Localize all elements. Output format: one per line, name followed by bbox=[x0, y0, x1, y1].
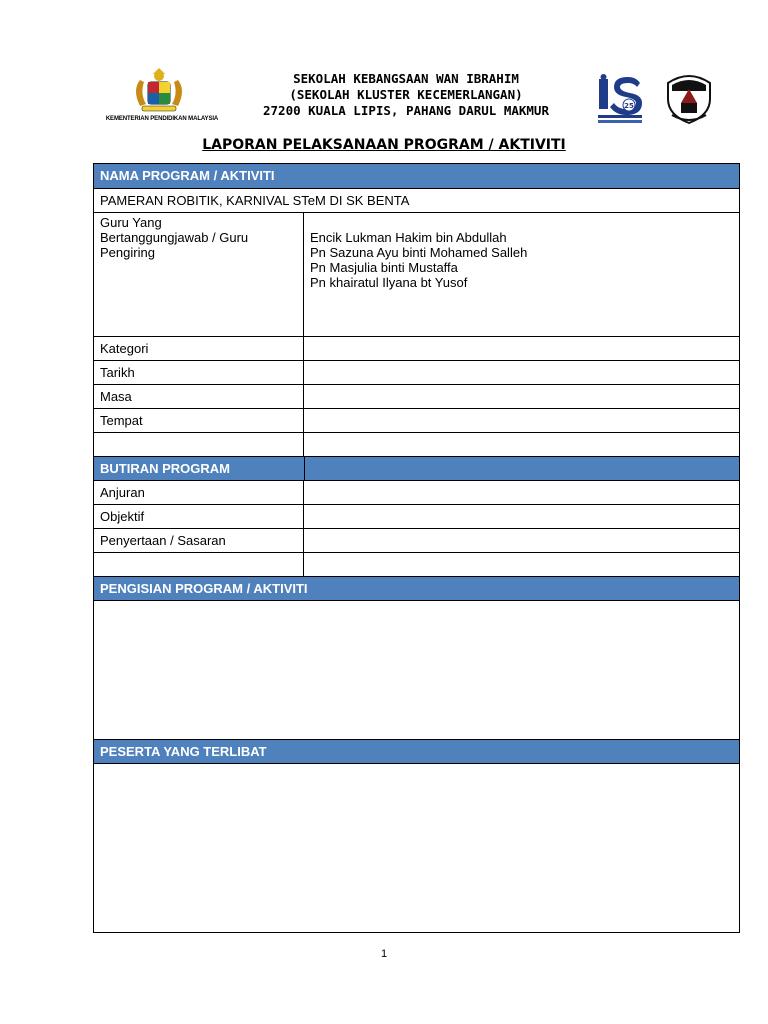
objektif-row bbox=[94, 504, 739, 528]
blank-field[interactable] bbox=[304, 433, 739, 456]
teachers-label-line: Bertanggungjawab / Guru bbox=[100, 230, 249, 245]
svg-text:25: 25 bbox=[624, 102, 634, 110]
school-cluster: (SEKOLAH KLUSTER KECEMERLANGAN) bbox=[289, 87, 523, 102]
tempat-label: Tempat bbox=[94, 409, 304, 432]
kategori-row bbox=[94, 336, 739, 360]
section-program-label: NAMA PROGRAM / AKTIVITI bbox=[100, 168, 275, 183]
blank-field[interactable] bbox=[304, 553, 739, 576]
penyertaan-row bbox=[94, 528, 739, 552]
pengisian-content-row bbox=[94, 600, 739, 739]
section-program-header bbox=[94, 164, 739, 188]
section-butiran-label: BUTIRAN PROGRAM bbox=[100, 460, 230, 476]
section-pengisian-label: PENGISIAN PROGRAM / AKTIVITI bbox=[100, 580, 308, 596]
tarikh-label: Tarikh bbox=[94, 361, 304, 384]
school-address-block bbox=[226, 71, 586, 119]
teachers-label-line: Pengiring bbox=[100, 245, 155, 260]
teacher-name: Pn khairatul Ilyana bt Yusof bbox=[310, 275, 468, 290]
kategori-field[interactable] bbox=[304, 337, 739, 360]
blank-label-cell bbox=[94, 553, 304, 576]
kategori-label: Kategori bbox=[94, 337, 304, 360]
section-butiran-header bbox=[94, 456, 739, 480]
masa-row bbox=[94, 384, 739, 408]
page-number: 1 bbox=[380, 948, 388, 960]
tarikh-field[interactable] bbox=[304, 361, 739, 384]
pengisian-field[interactable] bbox=[94, 601, 739, 739]
section-peserta-header bbox=[94, 739, 739, 763]
program-name-row bbox=[94, 188, 739, 212]
blank-label-cell bbox=[94, 433, 304, 456]
teachers-label bbox=[94, 213, 304, 336]
teacher-name: Pn Masjulia binti Mustaffa bbox=[310, 260, 458, 275]
peserta-field[interactable] bbox=[94, 764, 739, 932]
section-peserta-label: PESERTA YANG TERLIBAT bbox=[100, 743, 267, 759]
teachers-row bbox=[94, 212, 739, 336]
blank-row bbox=[94, 432, 739, 456]
objektif-label: Objektif bbox=[94, 505, 304, 528]
report-title: LAPORAN PELAKSANAAN PROGRAM / AKTIVITI bbox=[202, 137, 566, 153]
section-butiran-blank bbox=[304, 457, 739, 480]
crest-icon bbox=[128, 66, 190, 114]
tempat-row bbox=[94, 408, 739, 432]
blank-row bbox=[94, 552, 739, 576]
anjuran-label: Anjuran bbox=[94, 481, 304, 504]
school-shield-icon bbox=[664, 73, 714, 125]
teacher-name: Pn Sazuna Ayu binti Mohamed Salleh bbox=[310, 245, 528, 260]
teachers-field[interactable] bbox=[304, 213, 739, 336]
tempat-field[interactable] bbox=[304, 409, 739, 432]
objektif-field[interactable] bbox=[304, 505, 739, 528]
document-header bbox=[0, 0, 768, 160]
section-pengisian-header bbox=[94, 576, 739, 600]
penyertaan-field[interactable] bbox=[304, 529, 739, 552]
school-name: SEKOLAH KEBANGSAAN WAN IBRAHIM bbox=[293, 71, 519, 86]
report-form bbox=[93, 163, 740, 933]
teachers-label-line: Guru Yang bbox=[100, 215, 162, 230]
teacher-name: Encik Lukman Hakim bin Abdullah bbox=[310, 230, 507, 245]
peserta-content-row bbox=[94, 763, 739, 932]
ministry-label: KEMENTERIAN PENDIDIKAN MALAYSIA bbox=[105, 116, 219, 122]
masa-field[interactable] bbox=[304, 385, 739, 408]
anjuran-field[interactable] bbox=[304, 481, 739, 504]
penyertaan-label: Penyertaan / Sasaran bbox=[94, 529, 304, 552]
program-name-field[interactable]: PAMERAN ROBITIK, KARNIVAL STeM DI SK BENTA bbox=[100, 192, 410, 208]
is-25-logo-icon bbox=[596, 73, 644, 125]
tarikh-row bbox=[94, 360, 739, 384]
anjuran-row bbox=[94, 480, 739, 504]
masa-label: Masa bbox=[94, 385, 304, 408]
school-address: 27200 KUALA LIPIS, PAHANG DARUL MAKMUR bbox=[263, 103, 549, 118]
